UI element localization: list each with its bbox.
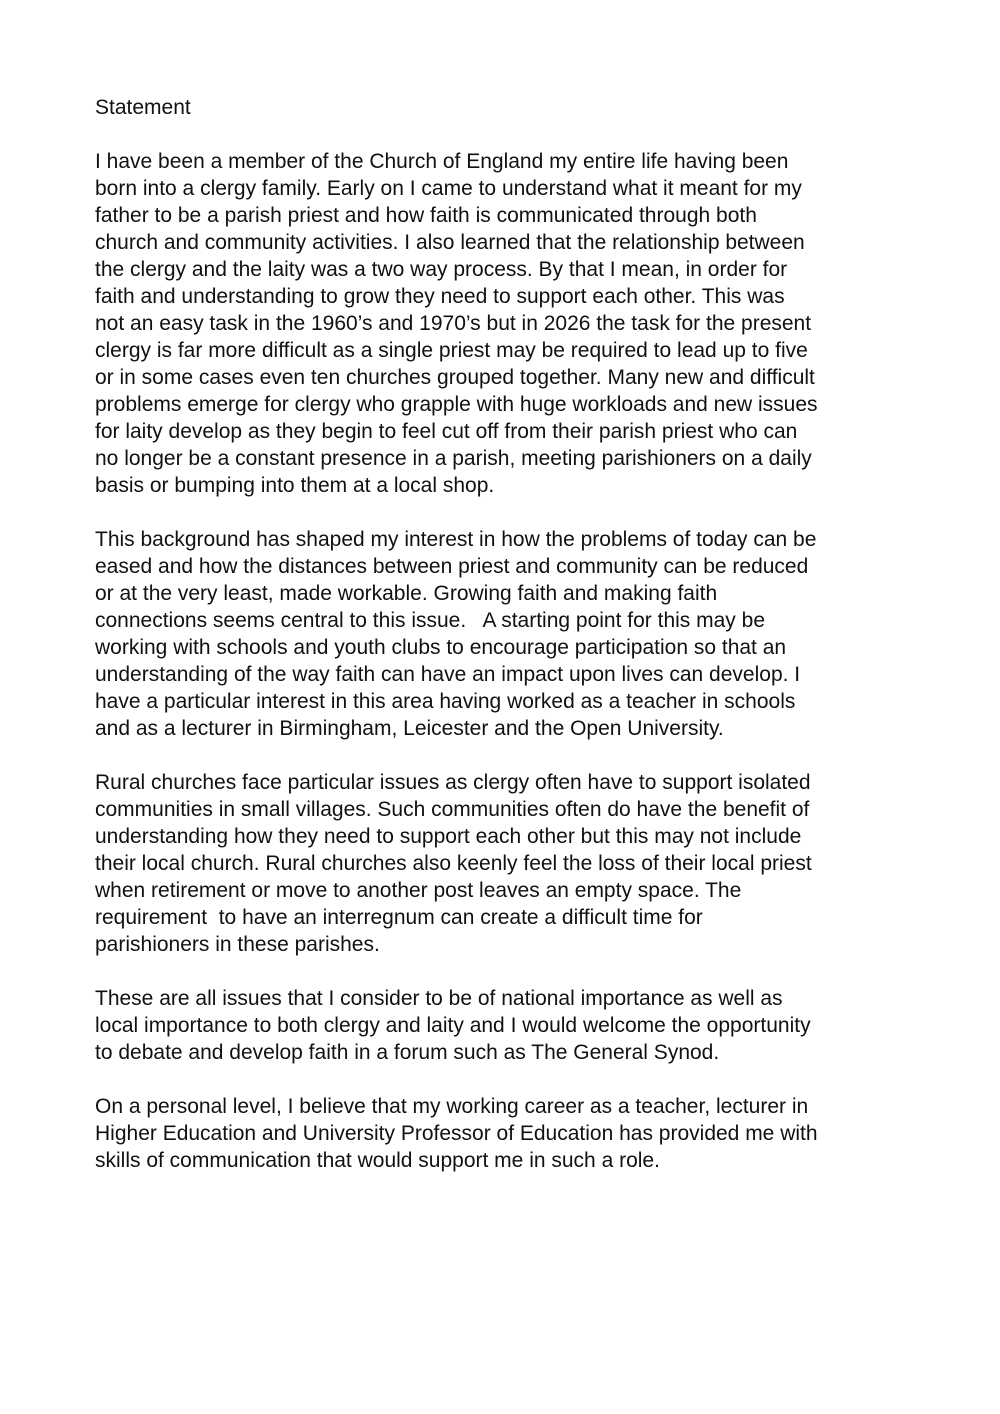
text-line: faith and understanding to grow they need to support each other. This was — [95, 285, 785, 308]
text-line: parishioners in these parishes. — [95, 933, 380, 956]
text-line: connections seems central to this issue. A starting point for this may be — [95, 609, 766, 632]
text-line: when retirement or move to another post leaves an empty space. The — [95, 879, 742, 902]
text-line: eased and how the distances between priest and community can be reduced — [95, 555, 809, 578]
text-line: or at the very least, made workable. Growing faith and making faith — [95, 582, 718, 605]
text-line: skills of communication that would support me in such a role. — [95, 1149, 660, 1172]
paragraph-2 — [95, 526, 925, 742]
text-line: to debate and develop faith in a forum such as The General Synod. — [95, 1041, 720, 1064]
text-line: Higher Education and University Professor of Education has provided me with — [95, 1122, 818, 1145]
document-body — [95, 94, 925, 1201]
text-line: clergy is far more difficult as a single priest may be required to lead up to five — [95, 339, 808, 362]
text-line: no longer be a constant presence in a parish, meeting parishioners on a daily — [95, 447, 812, 470]
text-line: requirement to have an interregnum can create a difficult time for — [95, 906, 703, 929]
paragraph-list — [95, 148, 925, 1174]
text-line: the clergy and the laity was a two way process. By that I mean, in order for — [95, 258, 788, 281]
text-line: father to be a parish priest and how faith is communicated through both — [95, 204, 757, 227]
paragraph-3 — [95, 769, 925, 958]
text-line: and as a lecturer in Birmingham, Leicester and the Open University. — [95, 717, 724, 740]
text-line: their local church. Rural churches also keenly feel the loss of their local priest — [95, 852, 812, 875]
text-line: Rural churches face particular issues as clergy often have to support isolated — [95, 771, 811, 794]
text-line: problems emerge for clergy who grapple with huge workloads and new issues — [95, 393, 818, 416]
text-line: not an easy task in the 1960’s and 1970’s but in 2026 the task for the present — [95, 312, 812, 335]
text-line: working with schools and youth clubs to encourage participation so that an — [95, 636, 787, 659]
text-line: local importance to both clergy and laity and I would welcome the opportunity — [95, 1014, 811, 1037]
text-line: These are all issues that I consider to be of national importance as well as — [95, 987, 783, 1010]
text-line: born into a clergy family. Early on I came to understand what it meant for my — [95, 177, 802, 200]
text-line: On a personal level, I believe that my working career as a teacher, lecturer in — [95, 1095, 809, 1118]
paragraph-5 — [95, 1093, 925, 1174]
text-line: or in some cases even ten churches grouped together. Many new and difficult — [95, 366, 815, 389]
text-line: have a particular interest in this area having worked as a teacher in schools — [95, 690, 796, 713]
text-line: understanding of the way faith can have an impact upon lives can develop. I — [95, 663, 801, 686]
paragraph-4 — [95, 985, 925, 1066]
text-line: basis or bumping into them at a local shop. — [95, 474, 495, 497]
document-title: Statement — [95, 96, 191, 119]
text-line: for laity develop as they begin to feel cut off from their parish priest who can — [95, 420, 798, 443]
text-line: understanding how they need to support each other but this may not include — [95, 825, 802, 848]
paragraph-1 — [95, 148, 925, 499]
text-line: This background has shaped my interest in how the problems of today can be — [95, 528, 817, 551]
text-line: church and community activities. I also learned that the relationship between — [95, 231, 805, 254]
text-line: I have been a member of the Church of England my entire life having been — [95, 150, 789, 173]
text-line: communities in small villages. Such communities often do have the benefit of — [95, 798, 810, 821]
